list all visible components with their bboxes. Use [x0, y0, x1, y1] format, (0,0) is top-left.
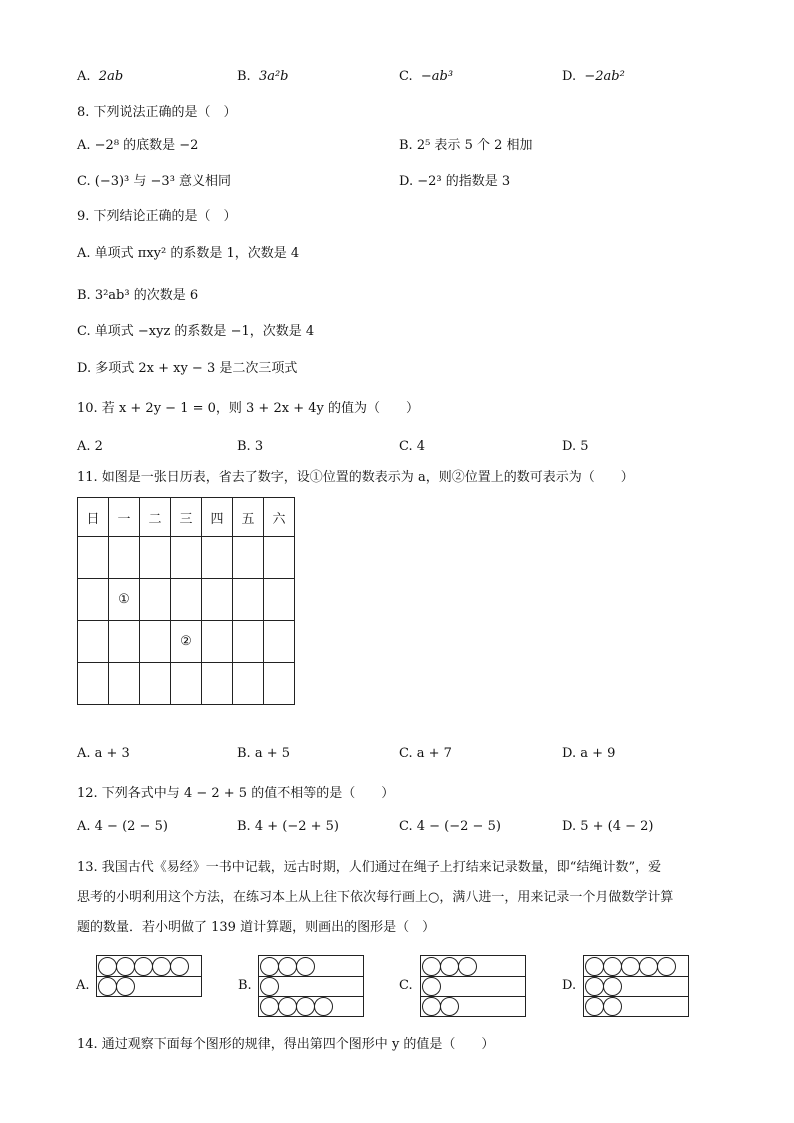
calendar-header-cell: 一 — [109, 498, 140, 537]
calendar-table — [77, 497, 295, 705]
q9-option-d: D. 多项式 2x + xy − 3 是二次三项式 — [77, 361, 298, 376]
q13-line-3: 题的数量．若小明做了 139 道计算题，则画出的图形是（ ） — [77, 920, 436, 935]
q7-option-c — [399, 68, 453, 86]
q12-stem: 12. 下列各式中与 4 − 2 + 5 的值不相等的是（ ） — [77, 786, 395, 801]
q8-stem: 8. 下列说法正确的是（ ） — [77, 105, 237, 120]
q10-option-c: C. 4 — [399, 439, 426, 454]
q7-option-b-text: 3a²b — [258, 69, 289, 84]
q11-option-b: B. a + 5 — [237, 746, 290, 761]
q7-option-a-text: 2ab — [98, 69, 124, 84]
q9-stem: 9. 下列结论正确的是（ ） — [77, 209, 237, 224]
calendar-header-cell: 三 — [171, 498, 202, 537]
q10-option-a: A. 2 — [77, 439, 103, 454]
calendar-header-cell: 日 — [78, 498, 109, 537]
q11-option-c: C. a + 7 — [399, 746, 452, 761]
calendar-row — [78, 537, 295, 579]
q7-option-a-letter: A. — [77, 69, 91, 84]
q13-label-c: C. — [399, 978, 413, 993]
calendar-mark-1: ① — [109, 579, 140, 621]
q9-option-b: B. 3²ab³ 的次数是 6 — [77, 288, 199, 303]
q9-option-a: A. 单项式 πxy² 的系数是 1，次数是 4 — [77, 246, 300, 261]
q7-option-d-text: −2ab² — [584, 69, 625, 84]
q13-figure-b — [258, 955, 364, 1017]
q13-label-d: D. — [562, 978, 577, 993]
q11-option-d: D. a + 9 — [562, 746, 616, 761]
q7-option-d — [562, 68, 625, 86]
q13-figure-a — [96, 955, 202, 997]
q9-option-c: C. 单项式 −xyz 的系数是 −1，次数是 4 — [77, 324, 315, 339]
q12-option-c: C. 4 − (−2 − 5) — [399, 819, 501, 834]
q8-option-b: B. 2⁵ 表示 5 个 2 相加 — [399, 138, 533, 153]
q7-option-a — [77, 68, 123, 86]
calendar-header-cell: 五 — [233, 498, 264, 537]
calendar-row — [78, 579, 295, 621]
q10-option-b: B. 3 — [237, 439, 264, 454]
q7-option-b — [237, 68, 289, 86]
q8-option-c: C. (−3)³ 与 −3³ 意义相同 — [77, 174, 232, 189]
q13-label-b: B. — [238, 978, 252, 993]
q13-line-1: 13. 我国古代《易经》一书中记载，远古时期，人们通过在绳子上打结来记录数量，即“结绳计数”，爱 — [77, 860, 662, 875]
q13-line-2: 思考的小明利用这个方法，在练习本上从上往下依次每行画上○，满八进一，用来记录一个月做数学计算 — [77, 890, 674, 905]
calendar-header-cell: 六 — [264, 498, 295, 537]
q7-option-d-letter: D. — [562, 69, 577, 84]
q7-option-c-letter: C. — [399, 69, 413, 84]
q13-figure-d — [583, 955, 689, 1017]
q7-option-c-text: −ab³ — [420, 69, 454, 84]
q12-option-b: B. 4 + (−2 + 5) — [237, 819, 339, 834]
calendar-header-row — [78, 498, 295, 537]
q7-option-b-letter: B. — [237, 69, 251, 84]
q11-option-a: A. a + 3 — [77, 746, 130, 761]
calendar-mark-2: ② — [171, 621, 202, 663]
q10-stem: 10. 若 x + 2y − 1 = 0，则 3 + 2x + 4y 的值为（ ） — [77, 401, 419, 416]
calendar-row — [78, 663, 295, 705]
q11-stem: 11. 如图是一张日历表，省去了数字，设①位置的数表示为 a，则②位置上的数可表示为（ ） — [77, 470, 634, 485]
q12-option-d: D. 5 + (4 − 2) — [562, 819, 654, 834]
q8-option-d: D. −2³ 的指数是 3 — [399, 174, 511, 189]
q10-option-d: D. 5 — [562, 439, 589, 454]
q8-option-a: A. −2⁸ 的底数是 −2 — [77, 138, 199, 153]
q13-label-a: A. — [76, 978, 90, 993]
calendar-row — [78, 621, 295, 663]
q14-stem: 14. 通过观察下面每个图形的规律，得出第四个图形中 y 的值是（ ） — [77, 1037, 495, 1052]
q13-figure-c — [420, 955, 526, 1017]
calendar-header-cell: 二 — [140, 498, 171, 537]
calendar-header-cell: 四 — [202, 498, 233, 537]
q12-option-a: A. 4 − (2 − 5) — [77, 819, 168, 834]
